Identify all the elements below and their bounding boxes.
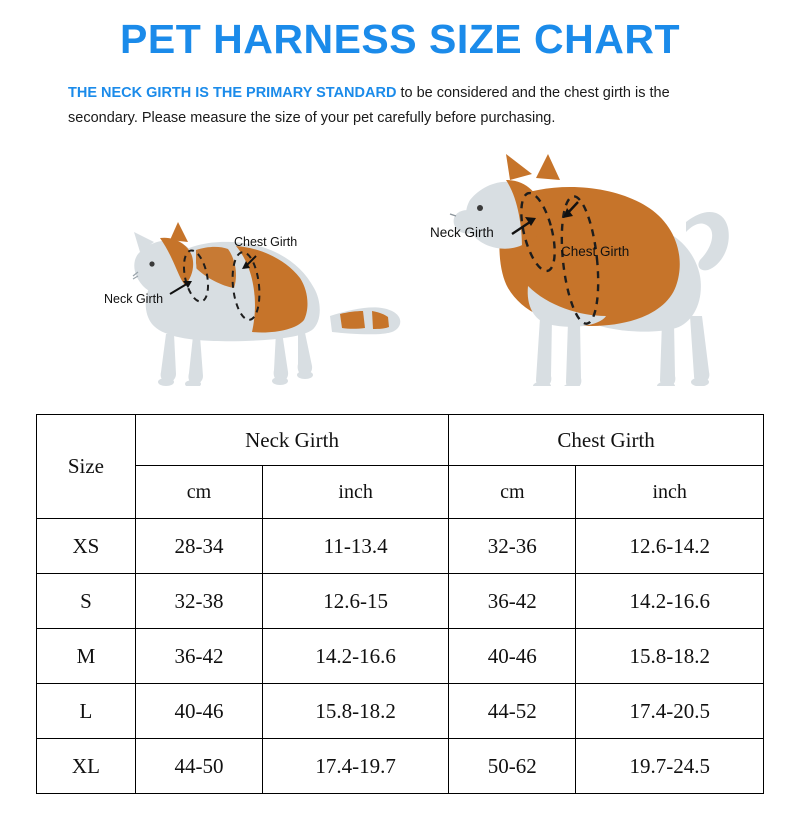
- dog-illustration: [450, 154, 729, 386]
- dog-neck-girth-label: Neck Girth: [430, 224, 494, 240]
- row-neck-inch: 15.8-18.2: [263, 684, 449, 739]
- subtitle: [68, 81, 740, 132]
- chest-girth-group-header: Chest Girth: [449, 415, 764, 466]
- table-group-header-row: [37, 415, 764, 466]
- dog-chest-girth-label: Chest Girth: [561, 243, 630, 259]
- size-table: [36, 414, 764, 794]
- row-chest-cm: 50-62: [449, 739, 576, 794]
- row-size: M: [37, 629, 136, 684]
- table-row: [37, 574, 764, 629]
- row-chest-cm: 44-52: [449, 684, 576, 739]
- table-unit-header-row: [37, 466, 764, 519]
- row-neck-inch: 12.6-15: [263, 574, 449, 629]
- row-size: L: [37, 684, 136, 739]
- size-column-header: Size: [37, 415, 136, 519]
- neck-cm-header: cm: [135, 466, 262, 519]
- row-neck-inch: 17.4-19.7: [263, 739, 449, 794]
- table-row: [37, 519, 764, 574]
- neck-inch-header: inch: [263, 466, 449, 519]
- row-neck-cm: 44-50: [135, 739, 262, 794]
- neck-girth-group-header: Neck Girth: [135, 415, 448, 466]
- row-size: XS: [37, 519, 136, 574]
- row-chest-cm: 36-42: [449, 574, 576, 629]
- illustration-band: [0, 136, 800, 386]
- pet-illustrations: [0, 136, 800, 386]
- row-neck-inch: 11-13.4: [263, 519, 449, 574]
- row-chest-inch: 17.4-20.5: [576, 684, 764, 739]
- size-table-wrapper: [36, 414, 764, 794]
- table-row: [37, 739, 764, 794]
- row-neck-cm: 32-38: [135, 574, 262, 629]
- row-chest-inch: 12.6-14.2: [576, 519, 764, 574]
- cat-neck-girth-label: Neck Girth: [104, 291, 164, 306]
- row-neck-cm: 28-34: [135, 519, 262, 574]
- chest-cm-header: cm: [449, 466, 576, 519]
- row-neck-cm: 36-42: [135, 629, 262, 684]
- chest-inch-header: inch: [576, 466, 764, 519]
- page-title: PET HARNESS SIZE CHART: [120, 16, 680, 62]
- table-head: [37, 415, 764, 519]
- table-row: [37, 629, 764, 684]
- row-size: S: [37, 574, 136, 629]
- table-row: [37, 684, 764, 739]
- table-body: [37, 519, 764, 794]
- row-size: XL: [37, 739, 136, 794]
- subtitle-rest: to be considered and the chest girth is the secondary. Please measure the size of your pet carefully before purchasing.: [68, 85, 670, 127]
- row-neck-cm: 40-46: [135, 684, 262, 739]
- row-chest-inch: 14.2-16.6: [576, 574, 764, 629]
- subtitle-highlight: THE NECK GIRTH IS THE PRIMARY STANDARD: [68, 85, 397, 102]
- row-chest-inch: 15.8-18.2: [576, 629, 764, 684]
- row-chest-cm: 40-46: [449, 629, 576, 684]
- size-chart-page: [0, 18, 800, 818]
- row-chest-inch: 19.7-24.5: [576, 739, 764, 794]
- cat-chest-girth-label: Chest Girth: [234, 234, 298, 249]
- row-neck-inch: 14.2-16.6: [263, 629, 449, 684]
- row-chest-cm: 32-36: [449, 519, 576, 574]
